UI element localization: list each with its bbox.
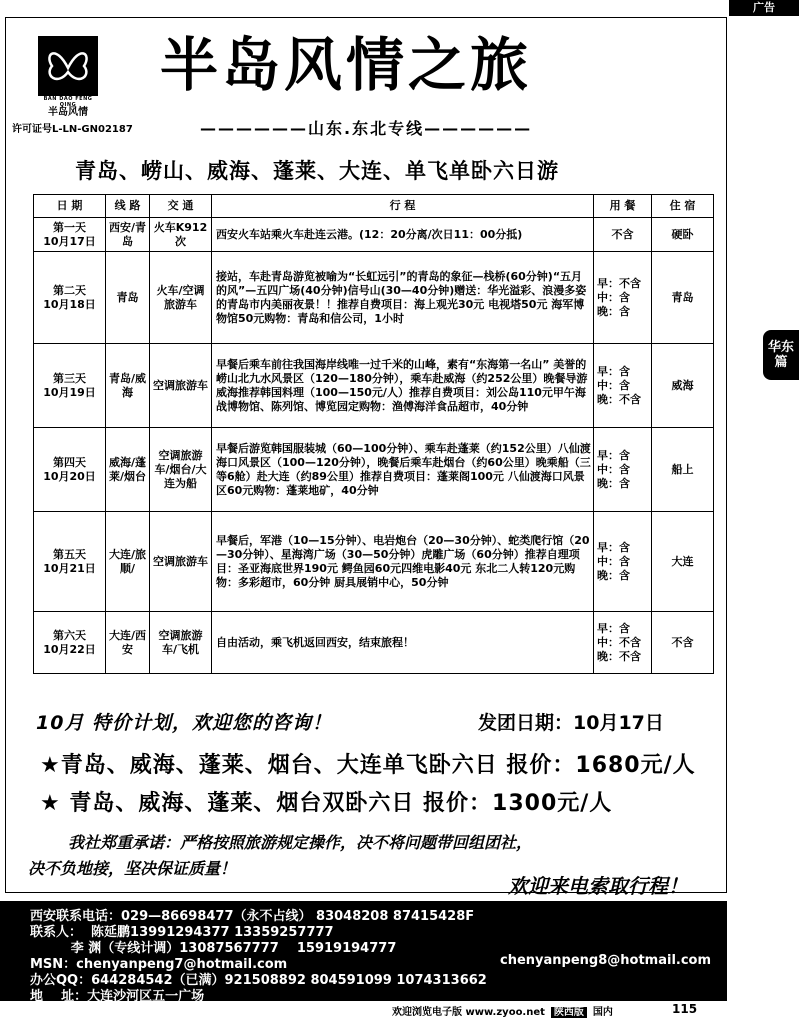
license-number: 许可证号L-LN-GN02187 xyxy=(12,124,133,135)
logo-brand-cn: 半岛风情 xyxy=(48,107,88,118)
day-label: 第三天 xyxy=(53,371,86,385)
day-cell xyxy=(34,428,106,512)
transport-cell: 空调旅游车/飞机 xyxy=(150,612,212,674)
header-meals: 用 餐 xyxy=(594,195,652,218)
price-offer-2: ★ 青岛、威海、蓬莱、烟台双卧六日 报价：1300元/人 xyxy=(40,791,613,816)
footer-bar xyxy=(392,1003,613,1018)
hotel-cell: 威海 xyxy=(652,344,714,428)
itinerary-cell: 接站，车赴青岛游览被喻为“长虹远引”的青岛的象征—栈桥(60分钟)“五月的风”—五四广场(40分钟)信号山(30—40分钟)赠送：华光溢彩、浪漫多姿的青岛市内美丽夜景！！推荐自费项目：海上观光30元 电视塔50元 海军博物馆50元购物：青岛和信公司，1小时 xyxy=(212,252,594,344)
price-offer-1: ★青岛、威海、蓬莱、烟台、大连单飞卧六日 报价：1680元/人 xyxy=(40,753,696,778)
transport-cell: 空调旅游车 xyxy=(150,344,212,428)
contact-person-1: 联系人： 陈延鹏13991294377 13359257777 xyxy=(30,925,334,940)
contact-person-2: 李 渊（专线计调）13087567777 15919194777 xyxy=(30,941,397,956)
day-label: 第六天 xyxy=(53,628,86,642)
day-label: 第四天 xyxy=(53,455,86,469)
special-offer-heading: 10月 特价计划，欢迎您的咨询！ xyxy=(36,712,333,734)
region-side-tab: 华东篇 xyxy=(763,330,799,380)
itinerary-cell: 自由活动，乘飞机返回西安，结束旅程！ xyxy=(212,612,594,674)
day-cell xyxy=(34,512,106,612)
route-cell: 青岛/威海 xyxy=(106,344,150,428)
pledge-line-2: 决不负地接，坚决保证质量！ xyxy=(28,859,237,878)
table-row xyxy=(34,252,714,344)
page-number: 115 xyxy=(672,1002,698,1016)
day-label: 第五天 xyxy=(53,547,86,561)
welcome-text: 欢迎来电索取行程！ xyxy=(508,874,688,898)
contact-msn-2[interactable]: chenyanpeng8@hotmail.com xyxy=(500,953,712,968)
day-cell xyxy=(34,612,106,674)
hotel-cell: 青岛 xyxy=(652,252,714,344)
footer-section: 国内 xyxy=(592,1007,613,1018)
header-transport: 交 通 xyxy=(150,195,212,218)
itinerary-cell: 早餐后乘车前往我国海岸线唯一过千米的山峰，素有“东海第一名山” 美誉的崂山北九水风景区（120—180分钟），乘车赴威海（约252公里）晚餐导游威海推荐韩国料理（100—150元/人）推荐自费项目：刘公岛110元甲午海战博物馆、陈列馆、博览园定购物：渔傅海洋食品超市，40分钟 xyxy=(212,344,594,428)
meals-cell: 早：含 中：含 晚：含 xyxy=(594,428,652,512)
table-header-row xyxy=(34,195,714,218)
meals-cell: 不含 xyxy=(594,218,652,252)
contact-phone: 西安联系电话：029—86698477（永不占线） 83048208 87415428F xyxy=(30,909,475,924)
page-title: 半岛风情之旅 xyxy=(160,31,533,99)
route-cell: 西安/青岛 xyxy=(106,218,150,252)
pledge-line-1: 我社郑重承诺：严格按照旅游规定操作，决不将问题带回组团社， xyxy=(68,833,533,852)
itinerary-cell: 早餐后游览韩国服装城（60—100分钟）、乘车赴蓬莱（约152公里）八仙渡海口风景区（100—120分钟），晚餐后乘车赴烟台（约60公里）晚乘船（三等6舱）赴大连（约89公里）推荐自费项目：蓬莱阁100元 八仙渡海口风景区60元购物：蓬莱地矿，40分钟 xyxy=(212,428,594,512)
transport-cell: 空调旅游车 xyxy=(150,512,212,612)
footer-region-badge: 陕西版 xyxy=(551,1007,587,1018)
contact-qq: 办公QQ：644284542（已满）921508892 804591099 1074313662 xyxy=(30,973,487,988)
contact-panel xyxy=(0,901,727,1004)
hotel-cell: 船上 xyxy=(652,428,714,512)
footer-site[interactable]: 欢迎浏览电子版 www.zyoo.net xyxy=(392,1007,545,1018)
table-row xyxy=(34,612,714,674)
header-hotel: 住 宿 xyxy=(652,195,714,218)
hotel-cell: 硬卧 xyxy=(652,218,714,252)
date-label: 10月18日 xyxy=(43,297,96,311)
meals-cell: 早：含 中：含 晚：含 xyxy=(594,512,652,612)
day-label: 第一天 xyxy=(53,220,86,234)
table-row xyxy=(34,344,714,428)
date-label: 10月17日 xyxy=(43,234,96,248)
table-row xyxy=(34,512,714,612)
meals-cell: 早：含 中：不含 晚：不含 xyxy=(594,612,652,674)
date-label: 10月22日 xyxy=(43,642,96,656)
hotel-cell: 大连 xyxy=(652,512,714,612)
date-label: 10月19日 xyxy=(43,385,96,399)
logo-brand-en: BAN DAO FENG QING xyxy=(43,96,93,108)
route-cell: 威海/蓬莱/烟台 xyxy=(106,428,150,512)
ad-tag: 广告 xyxy=(729,0,799,16)
meals-cell: 早：不含 中：含 晚：含 xyxy=(594,252,652,344)
transport-cell: 空调旅游车/烟台/大连为船 xyxy=(150,428,212,512)
header-date: 日 期 xyxy=(34,195,106,218)
header-route: 线 路 xyxy=(106,195,150,218)
table-row xyxy=(34,218,714,252)
header-itinerary: 行 程 xyxy=(212,195,594,218)
transport-cell: 火车/空调旅游车 xyxy=(150,252,212,344)
itinerary-cell: 西安火车站乘火车赴连云港。(12：20分离/次日11：00分抵) xyxy=(212,218,594,252)
date-label: 10月21日 xyxy=(43,561,96,575)
meals-cell: 早：含 中：含 晚：不含 xyxy=(594,344,652,428)
day-cell xyxy=(34,252,106,344)
subtitle: ——————山东.东北专线—————— xyxy=(200,119,533,138)
date-label: 10月20日 xyxy=(43,469,96,483)
hotel-cell: 不含 xyxy=(652,612,714,674)
departure-date: 发团日期：10月17日 xyxy=(478,712,664,734)
route-title: 青岛、崂山、威海、蓬莱、大连、单飞单卧六日游 xyxy=(75,159,559,183)
route-cell: 大连/西安 xyxy=(106,612,150,674)
table-row xyxy=(34,428,714,512)
itinerary-table xyxy=(33,194,714,674)
day-cell xyxy=(34,344,106,428)
butterfly-logo-icon xyxy=(38,36,98,96)
transport-cell: 火车K912次 xyxy=(150,218,212,252)
contact-address: 地 址：大连沙河区五一广场 xyxy=(30,989,205,1004)
route-cell: 青岛 xyxy=(106,252,150,344)
day-cell xyxy=(34,218,106,252)
day-label: 第二天 xyxy=(53,283,86,297)
contact-msn[interactable]: MSN：chenyanpeng7@hotmail.com xyxy=(30,957,288,972)
route-cell: 大连/旅顺/ xyxy=(106,512,150,612)
itinerary-cell: 早餐后，军港（10—15分钟）、电岩炮台（20—30分钟）、蛇类爬行馆（20—30分钟）、星海湾广场（30—50分钟）虎雕广场（60分钟）推荐自理项目：圣亚海底世界190元 鳄鱼园60元四维电影40元 东北二人转120元购物：多彩超市，60分钟 厨具展销中心，50分钟 xyxy=(212,512,594,612)
